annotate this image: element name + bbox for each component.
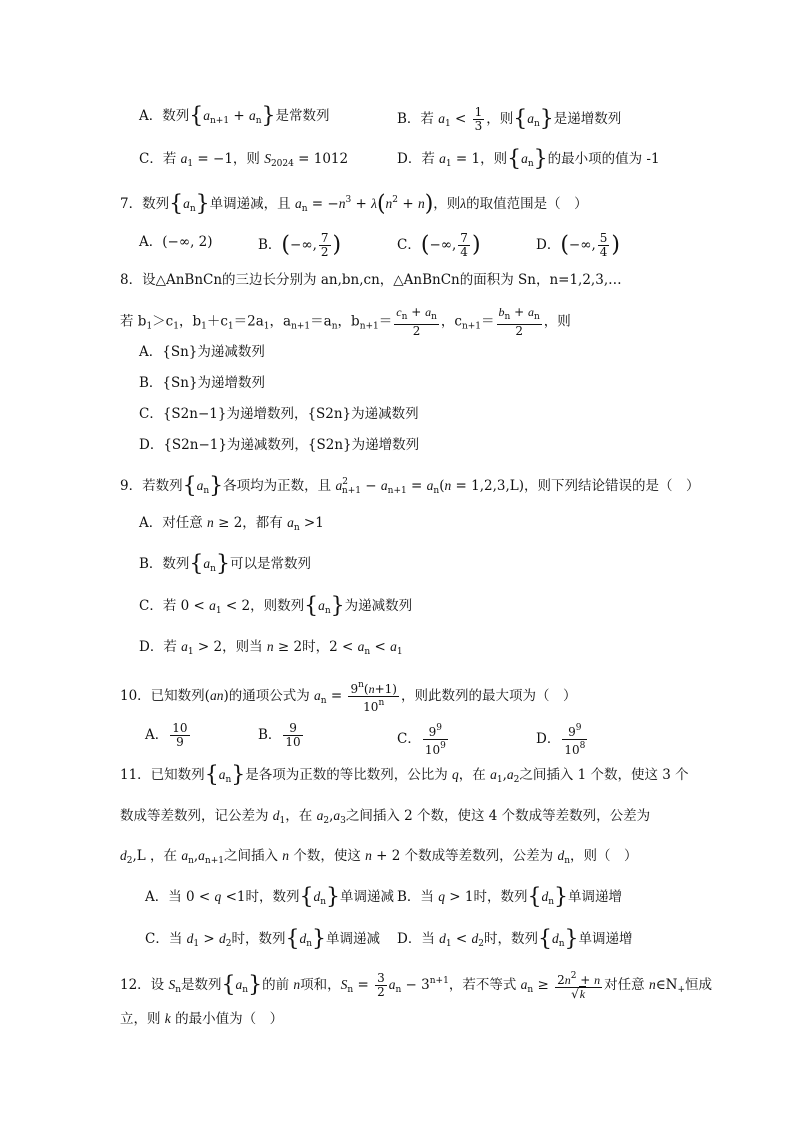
q7-option-c: C．(−∞, $\frac{7}{4}$ ) <box>397 231 481 259</box>
q8-stem-line2: 若 $b_1>c_1$，$b_1+c_1=2a_1$，$a_{n+1}=a_n$，$b_{n+1}=$ $\frac{c_n + a_n}{2}$ ，$c_{n+1}=$ $\frac{b_n + a_n}{2}$ ，则 <box>120 305 571 338</box>
q6-option-a: A．数列$\{a_{n+1} + a_n\}$是常数列 <box>139 103 330 129</box>
q8-option-c: C．{S2n−1}为递增数列，{S2n}为递减数列 <box>139 406 419 422</box>
q10-option-a: A． $\frac{10}{9}$ <box>145 721 188 749</box>
q9-stem: 9．若数列$\{a_n\}$各项均为正数，且 $a^2_{n+1} - a_{n+1} = a_n(n = 1,2,3,L)$，则下列结论错误的是（ ） <box>120 473 700 499</box>
q10-option-d: D． $\frac{9^9}{10^8}$ <box>536 723 586 757</box>
q12-stem-line2: 立，则 k 的最小值为（ ） <box>120 1011 284 1027</box>
q9-option-a: A．对任意 n ≥ 2，都有 $a_n >1$ <box>139 515 324 533</box>
q6-option-d: D．若 $a_1 = 1$，则$\{a_n\}$的最小项的值为 -1 <box>397 146 660 172</box>
q7-stem: 7．数列$\{a_n\}$单调递减，且 $a_n = -n^3 + \lambda(n^2 + n)$，则λ的取值范围是（ ） <box>120 191 588 217</box>
q8-option-a: A．{Sn}为递减数列 <box>139 344 265 360</box>
q9-option-d: D．若 $a_1 > 2$，则当 n ≥ 2时，$2 < a_n < a_1$ <box>139 639 403 657</box>
q8-option-d: D．{S2n−1}为递减数列，{S2n}为递增数列 <box>139 437 420 453</box>
q11-option-b: B．当 q > 1时，数列$\{d_n\}$单调递增 <box>397 884 622 910</box>
q7-option-a: A．(−∞, 2) <box>139 234 213 250</box>
q11-option-d: D．当 $d_1 < d_2$时，数列$\{d_n\}$单调递增 <box>397 926 633 952</box>
q8-option-b: B．{Sn}为递增数列 <box>139 375 266 391</box>
q10-option-b: B． $\frac{9}{10}$ <box>258 721 301 749</box>
q10-stem: 10．已知数列(an)的通项公式为 $a_n$ = $\frac{9^n(n+1)}{10^n}$ ，则此数列的最大项为（ ） <box>120 680 577 714</box>
q8-stem-line1: 8．设△AnBnCn的三边长分别为 an,bn,cn，△AnBnCn的面积为 Sn，n=1,2,3,… <box>120 272 622 288</box>
q9-option-c: C．若 $0 < a_1 < 2$，则数列$\{a_n\}$为递减数列 <box>139 593 413 619</box>
q11-stem-line2: 数成等差数列，记公差为 $d_1$，在 $a_2,a_3$之间插入 2 个数，使这 4 个数成等差数列，公差为 <box>120 808 651 826</box>
q11-option-c: C．当 $d_1 > d_2$时，数列$\{d_n\}$单调递减 <box>145 926 381 952</box>
q10-option-c: C． $\frac{9^9}{10^9}$ <box>397 723 446 757</box>
q12-stem-line1: 12．设 $S_n$是数列$\{a_n\}$的前 n项和，$S_n$ = $\frac{3}{2}$ $a_n - 3^{n+1}$，若不等式 $a_n$ ≥ $\frac{2n^2 + n}{√k}$ 对任意 $n\in N_+$恒成 <box>120 971 713 1001</box>
q6-option-c: C．若 $a_1 = -1$，则 $S_{2024} = 1012$ <box>139 151 349 169</box>
q11-stem-line1: 11．已知数列$\{a_n\}$是各项为正数的等比数列，公比为 q，在 $a_1,a_2$之间插入 1 个数，使这 3 个 <box>120 762 689 788</box>
q11-stem-line3: $d_2,L$ ，在 $a_n,a_{n+1}$之间插入 n 个数，使这 n + 2 个数成等差数列，公差为 $d_n$，则（ ） <box>120 848 638 866</box>
q11-option-a: A．当 0 < q <1时，数列$\{d_n\}$单调递减 <box>145 884 395 910</box>
q7-option-b: B．(−∞, $\frac{7}{2}$ ) <box>258 231 342 259</box>
q9-option-b: B．数列$\{a_n\}$可以是常数列 <box>139 551 311 577</box>
q6-option-b: B．若 $a_1$ < $\frac{1}{3}$ ，则$\{a_n\}$是递增数列 <box>397 105 622 133</box>
q7-option-d: D．(−∞, $\frac{5}{4}$ ) <box>536 231 621 259</box>
